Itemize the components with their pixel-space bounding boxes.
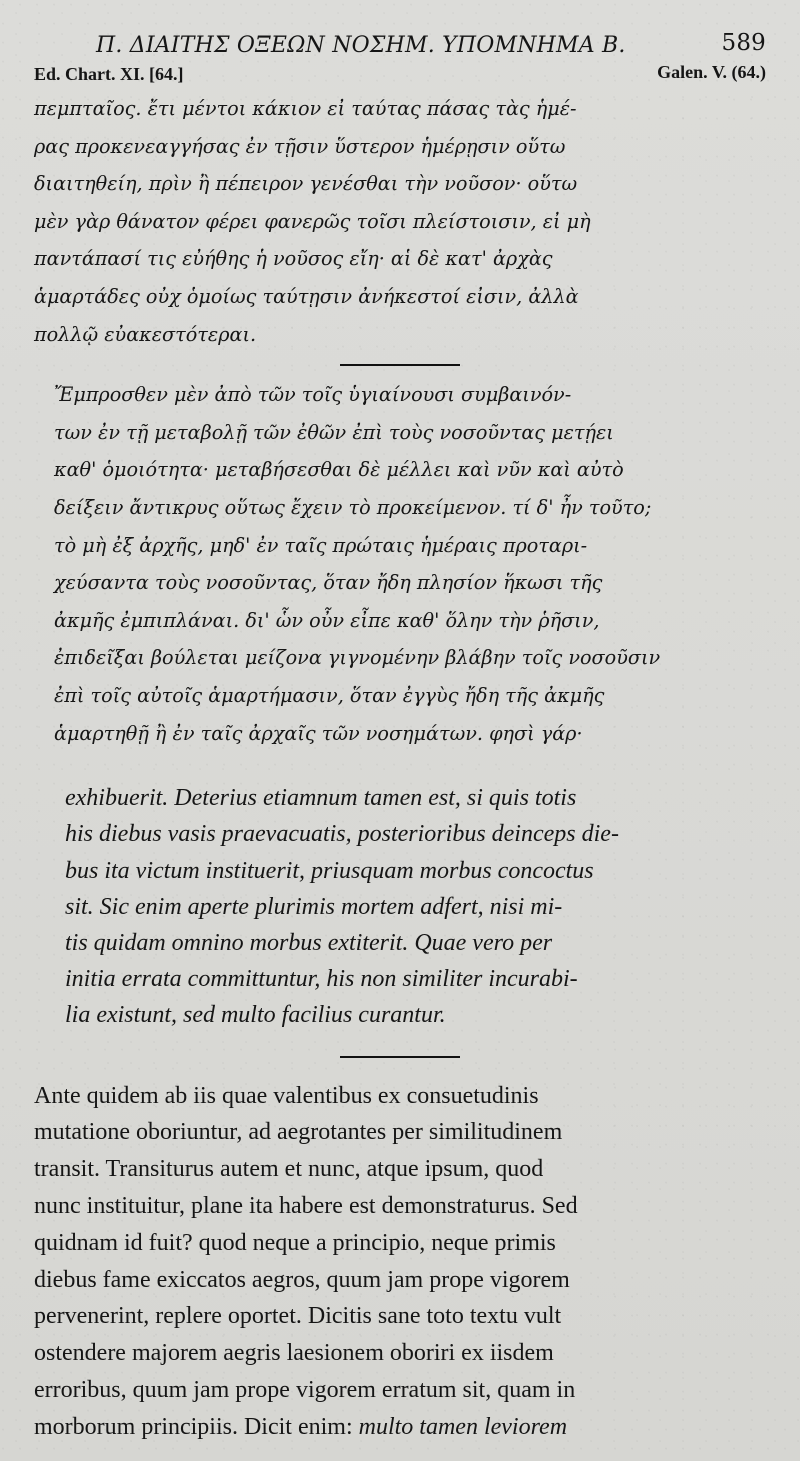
latin-translation-line: sit. Sic enim aperte plurimis mortem adfert, nisi mi- (65, 893, 563, 920)
greek-aphorism-text (34, 90, 766, 353)
latin-commentary-line: pervenerint, replere oportet. Dicitis sane toto textu vult (34, 1303, 562, 1330)
latin-translation-line: bus ita victum instituerit, priusquam morbus concoctus (65, 857, 594, 884)
greek-aphorism-line: ρας προκενεαγγήσας ἐν τῇσιν ὕστερον ἡμέρῃσιν οὕτω (34, 134, 566, 158)
greek-aphorism-line: πολλῷ εὐακεστότεραι. (34, 322, 257, 346)
page-number: 589 (721, 30, 766, 56)
greek-commentary-line: των ἐν τῇ μεταβολῇ τῶν ἐθῶν ἐπὶ τοὺς νοσοῦντας μετῄει (54, 420, 614, 444)
edition-chartier-reference: Ed. Chart. XI. [64.] (34, 64, 184, 84)
latin-commentary-line: quidnam id fuit? quod neque a principio, neque primis (34, 1229, 556, 1256)
section-divider (340, 1056, 460, 1058)
latin-commentary-text (34, 1078, 763, 1446)
latin-commentary-final-italic: multo tamen leviorem (358, 1413, 568, 1440)
latin-commentary-line: nunc instituitur, plane ita habere est demonstraturus. Sed (34, 1192, 578, 1219)
running-title: Π. ΔΙΑΙΤΗΣ ΟΞΕΩΝ ΝΟΣΗΜ. ΥΠΟΜΝΗΜΑ Β. (96, 33, 626, 58)
greek-commentary-line: δείξειν ἄντικρυς οὕτως ἔχειν τὸ προκείμενον. τί δ' ἦν τοῦτο; (54, 495, 652, 519)
latin-commentary-line: erroribus, quum jam prope vigorem erratum sit, quam in (34, 1376, 576, 1403)
latin-commentary-final-line (34, 1409, 763, 1446)
latin-translation-line: lia existunt, sed multo facilius curantur. (65, 1002, 446, 1029)
section-divider (340, 364, 460, 366)
greek-commentary-line: ἐπὶ τοῖς αὐτοῖς ἁμαρτήμασιν, ὅταν ἐγγὺς ἤδη τῆς ἀκμῆς (54, 683, 605, 707)
latin-translation-line: initia errata committuntur, his non similiter incurabi- (65, 966, 578, 993)
greek-commentary-line: ἀκμῆς ἐμπιπλάναι. δι' ὧν οὖν εἶπε καθ' ὅλην τὴν ῥῆσιν, (54, 608, 600, 632)
greek-aphorism-line: πεμπταῖος. ἔτι μέντοι κάκιον εἰ ταύτας πάσας τὰς ἡμέ- (34, 97, 577, 120)
latin-commentary-final-roman: morborum principiis. Dicit enim: (34, 1413, 353, 1440)
edition-reference-line (34, 62, 766, 90)
edition-galen-reference: Galen. V. (64.) (657, 62, 766, 82)
latin-translation-line: his diebus vasis praevacuatis, posterioribus deinceps die- (65, 821, 619, 848)
greek-aphorism-line: ἁμαρτάδες οὐχ ὁμοίως ταύτῃσιν ἀνήκεστοί εἰσιν, ἀλλὰ (34, 284, 579, 308)
latin-translation-text (65, 780, 765, 1033)
latin-commentary-line: diebus fame exiccatos aegros, quum jam prope vigorem (34, 1266, 570, 1293)
greek-commentary-line: Ἔμπροσθεν μὲν ἀπὸ τῶν τοῖς ὑγιαίνουσι συμβαινόν- (54, 383, 572, 407)
greek-commentary-line: τὸ μὴ ἐξ ἀρχῆς, μηδ' ἐν ταῖς πρώταις ἡμέραις προταρι- (54, 533, 588, 557)
running-header (34, 28, 766, 62)
greek-commentary-line: ἁμαρτηθῇ ἢ ἐν ταῖς ἀρχαῖς τῶν νοσημάτων. φησὶ γάρ· (54, 721, 583, 745)
latin-commentary-line: transit. Transiturus autem et nunc, atque ipsum, quod (34, 1156, 544, 1183)
greek-aphorism-line: διαιτηθείη, πρὶν ἢ πέπειρον γενέσθαι τὴν νοῦσον· οὕτω (34, 172, 578, 196)
greek-commentary-line: χεύσαντα τοὺς νοσοῦντας, ὅταν ἤδη πλησίον ἥκωσι τῆς (54, 571, 603, 595)
latin-translation-line: tis quidam omnino morbus extiterit. Quae vero per (65, 929, 553, 956)
greek-aphorism-line: παντάπασί τις εὐήθης ἡ νοῦσος εἴη· αἱ δὲ κατ' ἀρχὰς (34, 247, 553, 271)
greek-commentary-line: ἐπιδεῖξαι βούλεται μείζονα γιγνομένην βλάβην τοῖς νοσοῦσιν (54, 646, 661, 670)
greek-aphorism-line: μὲν γὰρ θάνατον φέρει φανερῶς τοῖσι πλείστοισιν, εἰ μὴ (34, 209, 591, 233)
greek-commentary-line: καθ' ὁμοιότητα· μεταβήσεσθαι δὲ μέλλει καὶ νῦν καὶ αὐτὸ (54, 458, 624, 482)
latin-commentary-line: mutatione oboriuntur, ad aegrotantes per similitudinem (34, 1119, 563, 1146)
greek-commentary-text (34, 376, 766, 752)
latin-commentary-line: Ante quidem ab iis quae valentibus ex consuetudinis (34, 1082, 539, 1109)
latin-translation-line: exhibuerit. Deterius etiamnum tamen est, si quis totis (65, 785, 577, 812)
latin-commentary-line: ostendere majorem aegris laesionem oboriri ex iisdem (34, 1340, 554, 1367)
